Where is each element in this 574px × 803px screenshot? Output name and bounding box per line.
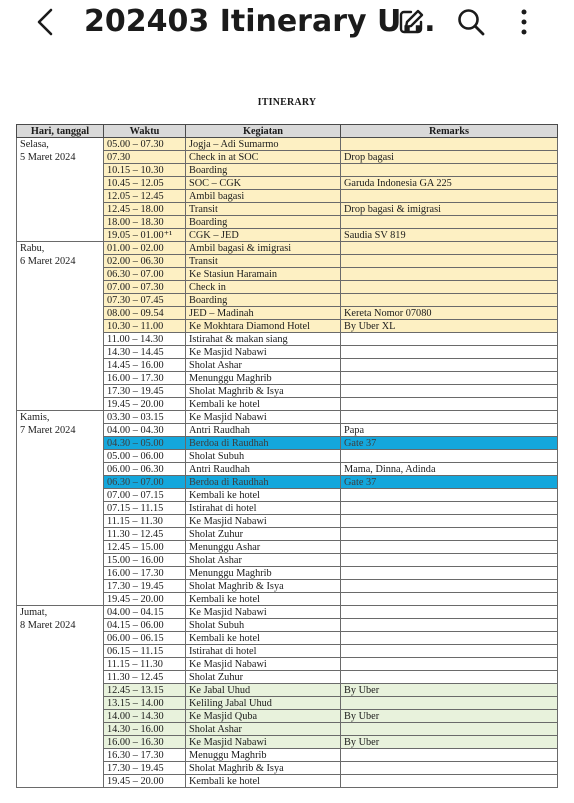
document-title: 202403 Itinerary U... (84, 4, 436, 39)
activity-cell: Ke Masjid Nabawi (186, 411, 341, 424)
more-vertical-icon (518, 7, 530, 37)
time-cell: 17.30 – 19.45 (104, 580, 186, 593)
remarks-cell (341, 632, 558, 645)
time-cell: 10.45 – 12.05 (104, 177, 186, 190)
time-cell: 04.00 – 04.30 (104, 424, 186, 437)
time-cell: 05.00 – 07.30 (104, 138, 186, 151)
time-cell: 16.00 – 16.30 (104, 736, 186, 749)
activity-cell: Menunggu Maghrib (186, 567, 341, 580)
time-cell: 13.15 – 14.00 (104, 697, 186, 710)
activity-cell: Sholat Subuh (186, 619, 341, 632)
remarks-cell: Garuda Indonesia GA 225 (341, 177, 558, 190)
search-button[interactable] (453, 4, 489, 40)
time-cell: 02.00 – 06.30 (104, 255, 186, 268)
activity-cell: Boarding (186, 216, 341, 229)
time-cell: 07.15 – 11.15 (104, 502, 186, 515)
time-cell: 03.30 – 03.15 (104, 411, 186, 424)
remarks-cell: Drop bagasi (341, 151, 558, 164)
time-cell: 07.30 – 07.45 (104, 294, 186, 307)
time-cell: 18.00 – 18.30 (104, 216, 186, 229)
time-cell: 07.00 – 07.30 (104, 281, 186, 294)
day-cell (17, 138, 104, 242)
time-cell: 15.00 – 16.00 (104, 554, 186, 567)
remarks-cell (341, 593, 558, 606)
time-cell: 06.30 – 07.00 (104, 476, 186, 489)
time-cell: 19.45 – 20.00 (104, 593, 186, 606)
time-cell: 07.30 (104, 151, 186, 164)
remarks-cell (341, 528, 558, 541)
remarks-cell (341, 164, 558, 177)
activity-cell: Ke Masjid Nabawi (186, 658, 341, 671)
table-row (17, 138, 558, 151)
table-header-row (17, 125, 558, 138)
day-name: Jumat, (20, 607, 48, 618)
activity-cell: Berdoa di Raudhah (186, 476, 341, 489)
day-cell (17, 606, 104, 788)
remarks-cell: By Uber (341, 736, 558, 749)
remarks-cell (341, 294, 558, 307)
activity-cell: Berdoa di Raudhah (186, 437, 341, 450)
activity-cell: Sholat Subuh (186, 450, 341, 463)
day-cell (17, 411, 104, 606)
activity-cell: Check in (186, 281, 341, 294)
activity-cell: JED – Madinah (186, 307, 341, 320)
itinerary-heading: ITINERARY (257, 97, 317, 108)
column-header-day: Hari, tanggal (17, 125, 104, 138)
day-date: 7 Maret 2024 (20, 424, 76, 436)
activity-cell: Sholat Ashar (186, 359, 341, 372)
time-cell: 06.00 – 06.15 (104, 632, 186, 645)
time-cell: 12.45 – 15.00 (104, 541, 186, 554)
remarks-cell (341, 398, 558, 411)
time-cell: 08.00 – 09.54 (104, 307, 186, 320)
remarks-cell (341, 554, 558, 567)
activity-cell: Kembali ke hotel (186, 593, 341, 606)
time-cell: 10.30 – 11.00 (104, 320, 186, 333)
activity-cell: Menuggu Maghrib (186, 749, 341, 762)
time-cell: 12.45 – 18.00 (104, 203, 186, 216)
remarks-cell: Gate 37 (341, 476, 558, 489)
remarks-cell (341, 268, 558, 281)
activity-cell: Istirahat di hotel (186, 502, 341, 515)
activity-cell: Kembali ke hotel (186, 489, 341, 502)
activity-cell: Ke Stasiun Haramain (186, 268, 341, 281)
activity-cell: Transit (186, 255, 341, 268)
time-cell: 06.30 – 07.00 (104, 268, 186, 281)
activity-cell: Sholat Ashar (186, 554, 341, 567)
time-cell: 12.45 – 13.15 (104, 684, 186, 697)
day-cell (17, 242, 104, 411)
remarks-cell (341, 541, 558, 554)
activity-cell: Ke Masjid Nabawi (186, 736, 341, 749)
time-cell: 14.45 – 16.00 (104, 359, 186, 372)
activity-cell: Jogja – Adi Sumarmo (186, 138, 341, 151)
activity-cell: Ke Masjid Nabawi (186, 606, 341, 619)
activity-cell: Ke Mokhtara Diamond Hotel (186, 320, 341, 333)
back-arrow-icon (35, 7, 55, 37)
day-date: 6 Maret 2024 (20, 255, 76, 267)
remarks-cell (341, 242, 558, 255)
search-icon (456, 7, 486, 37)
activity-cell: Sholat Zuhur (186, 671, 341, 684)
remarks-cell (341, 138, 558, 151)
activity-cell: Ke Masjid Nabawi (186, 515, 341, 528)
remarks-cell (341, 515, 558, 528)
day-date: 8 Maret 2024 (20, 619, 76, 631)
remarks-cell (341, 372, 558, 385)
time-cell: 11.30 – 12.45 (104, 528, 186, 541)
remarks-cell (341, 606, 558, 619)
time-cell: 11.15 – 11.30 (104, 515, 186, 528)
activity-cell: Antri Raudhah (186, 463, 341, 476)
remarks-cell: By Uber XL (341, 320, 558, 333)
column-header-activity: Kegiatan (186, 125, 341, 138)
column-header-time: Waktu (104, 125, 186, 138)
activity-cell: Ke Masjid Quba (186, 710, 341, 723)
edit-button[interactable] (393, 4, 429, 40)
activity-cell: Kembali ke hotel (186, 775, 341, 788)
itinerary-table (16, 124, 558, 788)
time-cell: 11.15 – 11.30 (104, 658, 186, 671)
activity-cell: Transit (186, 203, 341, 216)
activity-cell: Keliling Jabal Uhud (186, 697, 341, 710)
time-cell: 04.15 – 06.00 (104, 619, 186, 632)
time-cell: 16.00 – 17.30 (104, 372, 186, 385)
activity-cell: Sholat Maghrib & Isya (186, 762, 341, 775)
activity-cell: Ambil bagasi (186, 190, 341, 203)
activity-cell: Kembali ke hotel (186, 398, 341, 411)
remarks-cell (341, 671, 558, 684)
remarks-cell (341, 346, 558, 359)
app-bar (0, 0, 574, 46)
remarks-cell (341, 775, 558, 788)
table-row (17, 411, 558, 424)
time-cell: 14.00 – 14.30 (104, 710, 186, 723)
remarks-cell: Papa (341, 424, 558, 437)
activity-cell: Ke Masjid Nabawi (186, 346, 341, 359)
table-row (17, 242, 558, 255)
day-name: Rabu, (20, 243, 45, 254)
time-cell: 14.30 – 16.00 (104, 723, 186, 736)
time-cell: 11.00 – 14.30 (104, 333, 186, 346)
edit-icon (396, 7, 426, 37)
itinerary-body (17, 138, 558, 788)
activity-cell: Sholat Maghrib & Isya (186, 385, 341, 398)
day-name: Kamis, (20, 412, 50, 423)
time-cell: 07.00 – 07.15 (104, 489, 186, 502)
activity-cell: Ambil bagasi & imigrasi (186, 242, 341, 255)
activity-cell: Antri Raudhah (186, 424, 341, 437)
activity-cell: Menunggu Ashar (186, 541, 341, 554)
time-cell: 10.15 – 10.30 (104, 164, 186, 177)
activity-cell: Sholat Maghrib & Isya (186, 580, 341, 593)
remarks-cell: Gate 37 (341, 437, 558, 450)
remarks-cell (341, 190, 558, 203)
activity-cell: Kembali ke hotel (186, 632, 341, 645)
back-button[interactable] (30, 4, 60, 40)
activity-cell: Boarding (186, 294, 341, 307)
remarks-cell (341, 723, 558, 736)
activity-cell: Sholat Zuhur (186, 528, 341, 541)
activity-cell: Ke Jabal Uhud (186, 684, 341, 697)
remarks-cell: By Uber (341, 710, 558, 723)
remarks-cell: Saudia SV 819 (341, 229, 558, 242)
remarks-cell (341, 567, 558, 580)
remarks-cell: By Uber (341, 684, 558, 697)
remarks-cell (341, 502, 558, 515)
remarks-cell (341, 385, 558, 398)
time-cell: 11.30 – 12.45 (104, 671, 186, 684)
remarks-cell (341, 697, 558, 710)
time-cell: 06.15 – 11.15 (104, 645, 186, 658)
activity-cell: Istirahat & makan siang (186, 333, 341, 346)
activity-cell: Sholat Ashar (186, 723, 341, 736)
time-cell: 19.05 – 01.00⁺¹ (104, 229, 186, 242)
activity-cell: Boarding (186, 164, 341, 177)
remarks-cell (341, 489, 558, 502)
remarks-cell (341, 450, 558, 463)
time-cell: 14.30 – 14.45 (104, 346, 186, 359)
remarks-cell: Kereta Nomor 07080 (341, 307, 558, 320)
time-cell: 16.30 – 17.30 (104, 749, 186, 762)
time-cell: 19.45 – 20.00 (104, 775, 186, 788)
remarks-cell (341, 216, 558, 229)
remarks-cell (341, 619, 558, 632)
remarks-cell (341, 255, 558, 268)
column-header-remarks: Remarks (341, 125, 558, 138)
time-cell: 12.05 – 12.45 (104, 190, 186, 203)
time-cell: 04.30 – 05.00 (104, 437, 186, 450)
activity-cell: CGK – JED (186, 229, 341, 242)
remarks-cell (341, 333, 558, 346)
activity-cell: Check in at SOC (186, 151, 341, 164)
time-cell: 19.45 – 20.00 (104, 398, 186, 411)
time-cell: 05.00 – 06.00 (104, 450, 186, 463)
remarks-cell (341, 645, 558, 658)
remarks-cell (341, 762, 558, 775)
time-cell: 01.00 – 02.00 (104, 242, 186, 255)
time-cell: 17.30 – 19.45 (104, 762, 186, 775)
time-cell: 16.00 – 17.30 (104, 567, 186, 580)
remarks-cell (341, 580, 558, 593)
remarks-cell: Drop bagasi & imigrasi (341, 203, 558, 216)
time-cell: 04.00 – 04.15 (104, 606, 186, 619)
day-date: 5 Maret 2024 (20, 151, 76, 163)
table-row (17, 606, 558, 619)
remarks-cell (341, 359, 558, 372)
time-cell: 06.00 – 06.30 (104, 463, 186, 476)
more-options-button[interactable] (506, 4, 542, 40)
activity-cell: Menunggu Maghrib (186, 372, 341, 385)
remarks-cell: Mama, Dinna, Adinda (341, 463, 558, 476)
remarks-cell (341, 281, 558, 294)
activity-cell: Istirahat di hotel (186, 645, 341, 658)
time-cell: 17.30 – 19.45 (104, 385, 186, 398)
activity-cell: SOC – CGK (186, 177, 341, 190)
remarks-cell (341, 411, 558, 424)
remarks-cell (341, 658, 558, 671)
remarks-cell (341, 749, 558, 762)
day-name: Selasa, (20, 139, 49, 150)
